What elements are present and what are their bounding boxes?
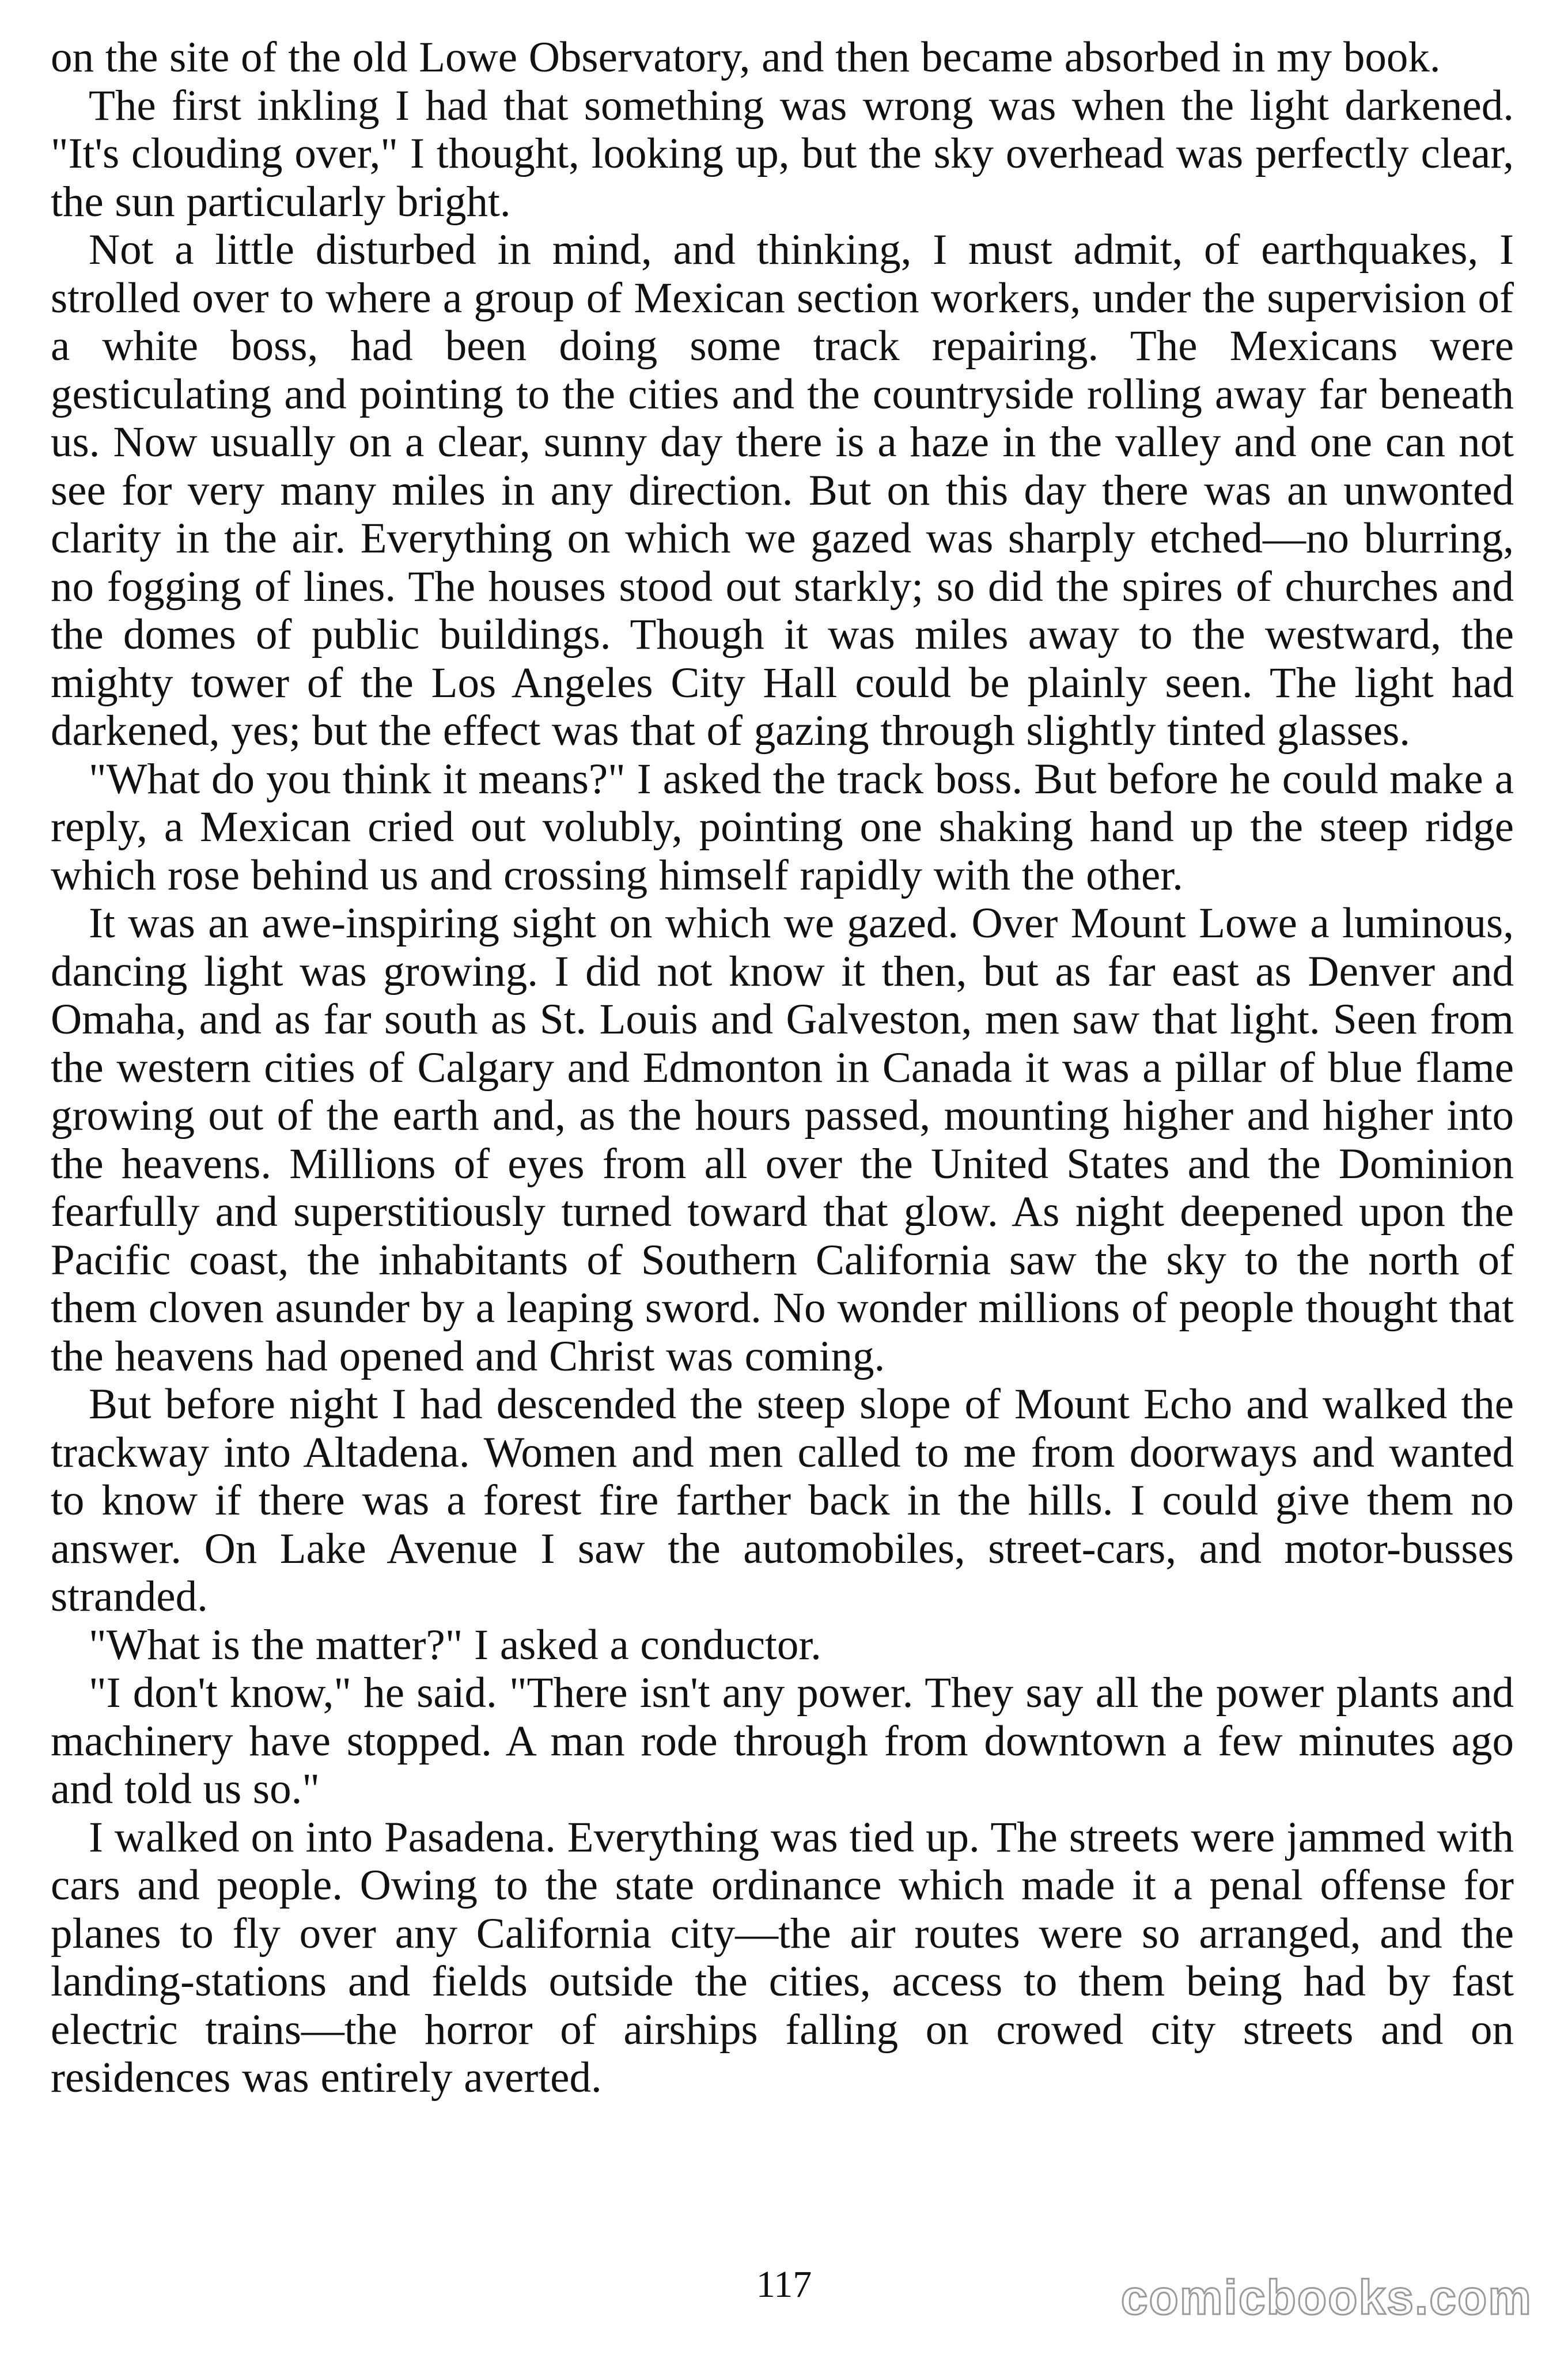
paragraph-7: "What is the matter?" I asked a conductor. [89,1621,821,1669]
paragraph-8: "I don't know," he said. "There isn't any power. They say all the power plants and machinery have stopped. A man rode through from downtown a few minutes ago and told us so." [51,1669,1514,1813]
document-page [51,33,1514,2280]
paragraph-4: "What do you think it means?" I asked the track boss. But before he could make a reply, a Mexican cried out volubly, pointing one shaking hand up the steep ridge which rose behind us and crossing himself rapidly with the other. [51,755,1514,899]
body-text [51,33,1514,2102]
watermark: comicbooks.com [1120,2270,1532,2324]
paragraph-6: But before night I had descended the steep slope of Mount Echo and walked the trackway into Altadena. Women and men called to me from doorways and wanted to know if there was a forest fire farther back in the hills. I could give them no answer. On Lake Avenue I saw the automobiles, street-cars, and motor-busses stranded. [51,1380,1514,1621]
paragraph-9: I walked on into Pasadena. Everything was tied up. The streets were jammed with cars and people. Owing to the state ordinance which made it a penal offense for planes to fly over any California city—the air routes were so arranged, and the landing-stations and fields outside the cities, access to them being had by fast electric trains—the horror of airships falling on crowed city streets and on residences was entirely averted. [51,1813,1514,2102]
paragraph-1: on the site of the old Lowe Observatory, and then became absorbed in my book. [51,33,1441,81]
paragraph-5: It was an awe-inspiring sight on which we gazed. Over Mount Lowe a luminous, dancing light was growing. I did not know it then, but as far east as Denver and Omaha, and as far south as St. Louis and Galveston, men saw that light. Seen from the western cities of Calgary and Edmonton in Canada it was a pillar of blue flame growing out of the earth and, as the hours passed, mounting higher and higher into the heavens. Millions of eyes from all over the United States and the Dominion fearfully and superstitiously turned toward that glow. As night deepened upon the Pacific coast, the inhabitants of Southern California saw the sky to the north of them cloven asunder by a leaping sword. No wonder millions of people thought that the heavens had opened and Christ was coming. [51,899,1514,1380]
paragraph-2: The first inkling I had that something was wrong was when the light darkened. "It's clouding over," I thought, looking up, but the sky overhead was perfectly clear, the sun particularly bright. [51,81,1514,226]
paragraph-3: Not a little disturbed in mind, and thinking, I must admit, of earthquakes, I strolled over to where a group of Mexican section workers, under the supervision of a white boss, had been doing some track repairing. The Mexicans were gesticulating and pointing to the cities and the countryside rolling away far beneath us. Now usually on a clear, sunny day there is a haze in the valley and one can not see for very many miles in any direction. But on this day there was an unwonted clarity in the air. Everything on which we gazed was sharply etched—no blurring, no fogging of lines. The houses stood out starkly; so did the spires of churches and the domes of public buildings. Though it was miles away to the westward, the mighty tower of the Los Angeles City Hall could be plainly seen. The light had darkened, yes; but the effect was that of gazing through slightly tinted glasses. [51,226,1514,755]
page-number: 117 [756,2263,812,2305]
